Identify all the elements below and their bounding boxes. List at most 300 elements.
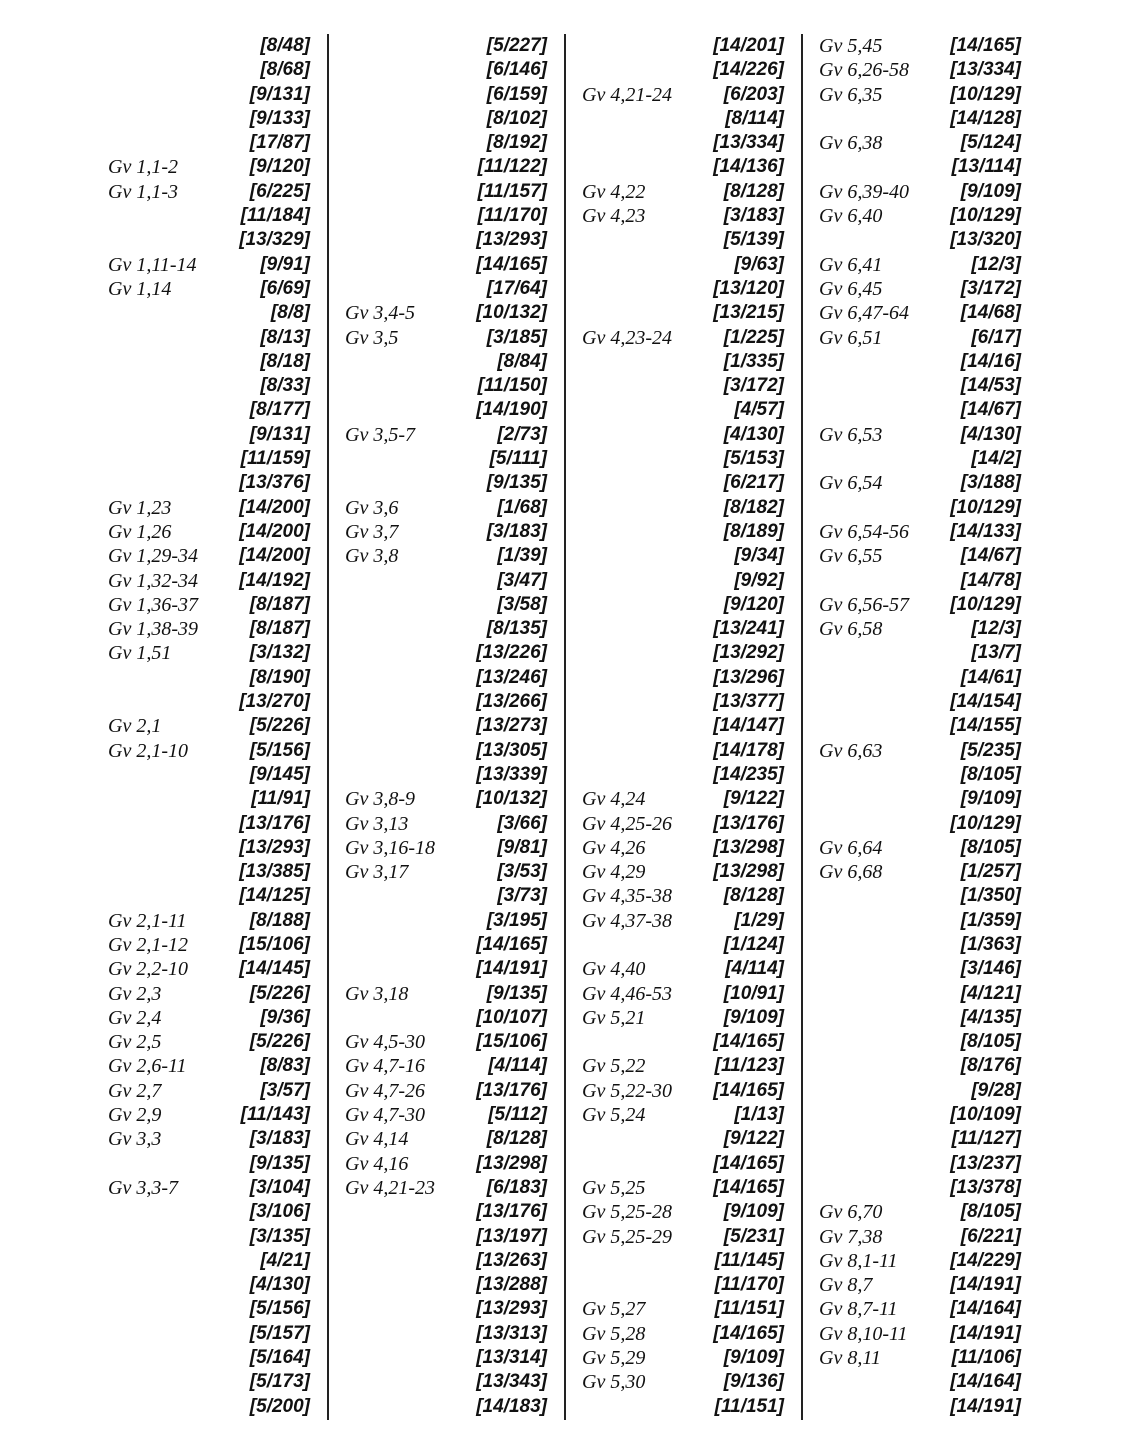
verse-reference: Gv 6,26-58	[819, 59, 909, 82]
index-entry	[811, 982, 1029, 1006]
index-entry	[811, 787, 1029, 811]
volume-page-reference: [10/129]	[950, 83, 1021, 105]
verse-reference: Gv 7,38	[819, 1225, 883, 1248]
index-entry	[811, 1225, 1029, 1249]
index-entry	[574, 1370, 792, 1394]
verse-reference: Gv 4,16	[345, 1152, 409, 1175]
index-entry	[811, 714, 1029, 738]
index-entry	[337, 1297, 555, 1321]
index-entry	[811, 1249, 1029, 1273]
index-entry	[100, 496, 318, 520]
volume-page-reference: [11/143]	[240, 1104, 310, 1126]
volume-page-reference: [3/183]	[723, 205, 784, 227]
verse-reference: Gv 6,64	[819, 836, 883, 859]
index-entry	[100, 763, 318, 787]
volume-page-reference: [1/225]	[723, 326, 784, 348]
volume-page-reference: [9/34]	[734, 545, 784, 567]
index-entry	[100, 326, 318, 350]
volume-page-reference: [14/164]	[950, 1371, 1021, 1393]
verse-reference: Gv 6,56-57	[819, 593, 909, 616]
index-entry	[337, 884, 555, 908]
index-entry	[100, 1030, 318, 1054]
volume-page-reference: [14/67]	[960, 545, 1021, 567]
index-entry	[574, 520, 792, 544]
index-entry	[811, 398, 1029, 422]
verse-reference: Gv 5,22-30	[582, 1079, 672, 1102]
volume-page-reference: [13/376]	[239, 472, 310, 494]
index-entry	[811, 1395, 1029, 1419]
index-entry	[337, 204, 555, 228]
volume-page-reference: [1/39]	[497, 545, 547, 567]
volume-page-reference: [14/125]	[239, 885, 310, 907]
verse-reference: Gv 1,11-14	[108, 253, 197, 276]
volume-page-reference: [14/145]	[239, 958, 310, 980]
volume-page-reference: [9/109]	[960, 788, 1021, 810]
volume-page-reference: [8/83]	[260, 1055, 310, 1077]
index-entry	[100, 1006, 318, 1030]
volume-page-reference: [3/146]	[960, 958, 1021, 980]
index-entry	[100, 860, 318, 884]
volume-page-reference: [10/129]	[950, 593, 1021, 615]
volume-page-reference: [5/173]	[249, 1371, 310, 1393]
verse-reference: Gv 4,46-53	[582, 982, 672, 1005]
volume-page-reference: [4/130]	[249, 1274, 310, 1296]
index-entry	[100, 1225, 318, 1249]
verse-reference: Gv 2,1	[108, 715, 162, 738]
index-entry	[811, 496, 1029, 520]
verse-reference: Gv 1,32-34	[108, 569, 198, 592]
volume-page-reference: [9/131]	[249, 83, 310, 105]
index-entry	[574, 398, 792, 422]
index-entry	[811, 1127, 1029, 1151]
verse-reference: Gv 4,21-23	[345, 1176, 435, 1199]
volume-page-reference: [10/129]	[950, 496, 1021, 518]
index-entry	[337, 34, 555, 58]
volume-page-reference: [8/182]	[723, 496, 784, 518]
verse-reference: Gv 3,8-9	[345, 788, 415, 811]
volume-page-reference: [14/192]	[239, 569, 310, 591]
volume-page-reference: [3/185]	[486, 326, 547, 348]
verse-reference: Gv 6,53	[819, 423, 883, 446]
index-entry	[811, 1152, 1029, 1176]
index-entry	[100, 836, 318, 860]
volume-page-reference: [9/122]	[723, 788, 784, 810]
volume-page-reference: [6/17]	[971, 326, 1021, 348]
index-entry	[811, 423, 1029, 447]
index-entry	[100, 34, 318, 58]
volume-page-reference: [10/129]	[950, 812, 1021, 834]
index-entry	[337, 520, 555, 544]
index-entry	[100, 1103, 318, 1127]
verse-reference: Gv 3,8	[345, 545, 399, 568]
index-entry	[337, 496, 555, 520]
index-entry	[337, 1127, 555, 1151]
verse-reference: Gv 4,23-24	[582, 326, 672, 349]
index-entry	[337, 277, 555, 301]
index-entry	[574, 1176, 792, 1200]
index-entry	[811, 957, 1029, 981]
volume-page-reference: [9/81]	[497, 836, 547, 858]
volume-page-reference: [15/106]	[239, 933, 310, 955]
verse-reference: Gv 6,40	[819, 205, 883, 228]
volume-page-reference: [5/153]	[723, 448, 784, 470]
index-entry	[811, 544, 1029, 568]
index-entry	[574, 1200, 792, 1224]
volume-page-reference: [9/135]	[249, 1152, 310, 1174]
volume-page-reference: [14/201]	[713, 35, 784, 56]
volume-page-reference: [5/156]	[249, 1298, 310, 1320]
index-entry	[337, 909, 555, 933]
volume-page-reference: [13/176]	[713, 812, 784, 834]
volume-page-reference: [13/339]	[476, 763, 547, 785]
verse-reference: Gv 2,1-12	[108, 933, 188, 956]
verse-reference: Gv 1,1-3	[108, 180, 178, 203]
volume-page-reference: [8/187]	[249, 593, 310, 615]
volume-page-reference: [1/335]	[723, 350, 784, 372]
index-entry	[337, 1006, 555, 1030]
index-entry	[574, 253, 792, 277]
volume-page-reference: [13/120]	[713, 277, 784, 299]
volume-page-reference: [9/133]	[249, 107, 310, 129]
volume-page-reference: [14/191]	[476, 958, 547, 980]
volume-page-reference: [8/105]	[960, 763, 1021, 785]
volume-page-reference: [8/105]	[960, 1201, 1021, 1223]
volume-page-reference: [14/191]	[950, 1322, 1021, 1344]
index-entry	[574, 666, 792, 690]
volume-page-reference: [3/47]	[497, 569, 547, 591]
volume-page-reference: [14/136]	[713, 156, 784, 178]
index-entry	[337, 131, 555, 155]
index-entry	[337, 180, 555, 204]
volume-page-reference: [9/109]	[723, 1347, 784, 1369]
index-entry	[811, 204, 1029, 228]
index-entry	[574, 787, 792, 811]
index-entry	[100, 58, 318, 82]
index-entry	[100, 1176, 318, 1200]
index-entry	[100, 957, 318, 981]
index-entry	[811, 520, 1029, 544]
index-entry	[574, 690, 792, 714]
index-entry	[337, 1346, 555, 1370]
verse-reference: Gv 5,30	[582, 1371, 646, 1394]
volume-page-reference: [11/122]	[477, 156, 547, 178]
verse-reference: Gv 4,5-30	[345, 1031, 425, 1054]
volume-page-reference: [14/191]	[950, 1395, 1021, 1417]
verse-reference: Gv 4,26	[582, 836, 646, 859]
index-entry	[811, 107, 1029, 131]
verse-reference: Gv 5,22	[582, 1055, 646, 1078]
index-entry	[811, 83, 1029, 107]
index-entry	[811, 1176, 1029, 1200]
volume-page-reference: [6/217]	[723, 472, 784, 494]
index-entry	[100, 1152, 318, 1176]
volume-page-reference: [13/226]	[476, 642, 547, 664]
volume-page-reference: [9/131]	[249, 423, 310, 445]
index-entry	[811, 34, 1029, 58]
verse-reference: Gv 2,2-10	[108, 958, 188, 981]
volume-page-reference: [10/91]	[723, 982, 784, 1004]
volume-page-reference: [5/111]	[489, 448, 547, 470]
volume-page-reference: [14/16]	[960, 350, 1021, 372]
index-entry	[574, 1273, 792, 1297]
index-entry	[574, 1249, 792, 1273]
volume-page-reference: [11/184]	[240, 205, 310, 227]
index-entry	[337, 933, 555, 957]
volume-page-reference: [14/200]	[239, 496, 310, 518]
volume-page-reference: [13/313]	[476, 1322, 547, 1344]
volume-page-reference: [8/187]	[249, 618, 310, 640]
volume-page-reference: [14/2]	[971, 448, 1021, 470]
volume-page-reference: [13/293]	[239, 836, 310, 858]
verse-reference: Gv 5,29	[582, 1347, 646, 1370]
verse-reference: Gv 4,24	[582, 788, 646, 811]
index-entry	[574, 884, 792, 908]
index-entry	[100, 423, 318, 447]
index-entry	[337, 350, 555, 374]
index-entry	[574, 471, 792, 495]
volume-page-reference: [14/165]	[476, 933, 547, 955]
volume-page-reference: [8/189]	[723, 520, 784, 542]
volume-page-reference: [14/67]	[960, 399, 1021, 421]
volume-page-reference: [14/128]	[950, 107, 1021, 129]
volume-page-reference: [3/57]	[260, 1079, 310, 1101]
index-entry	[811, 763, 1029, 787]
index-entry	[100, 1346, 318, 1370]
verse-reference: Gv 4,40	[582, 958, 646, 981]
volume-page-reference: [6/225]	[249, 180, 310, 202]
volume-page-reference: [8/105]	[960, 836, 1021, 858]
index-entry	[574, 1346, 792, 1370]
volume-page-reference: [13/293]	[476, 1298, 547, 1320]
verse-reference: Gv 8,11	[819, 1347, 881, 1370]
volume-page-reference: [1/257]	[960, 861, 1021, 883]
volume-page-reference: [14/78]	[960, 569, 1021, 591]
index-entry	[337, 107, 555, 131]
index-entry	[811, 253, 1029, 277]
verse-reference: Gv 1,36-37	[108, 593, 198, 616]
volume-page-reference: [8/128]	[486, 1128, 547, 1150]
index-entry	[574, 131, 792, 155]
index-entry	[811, 1297, 1029, 1321]
index-entry	[337, 1200, 555, 1224]
volume-page-reference: [9/92]	[734, 569, 784, 591]
index-entry	[337, 666, 555, 690]
verse-reference: Gv 1,51	[108, 642, 172, 665]
verse-reference: Gv 5,25-29	[582, 1225, 672, 1248]
index-entry	[100, 228, 318, 252]
index-entry	[574, 326, 792, 350]
index-entry	[100, 107, 318, 131]
volume-page-reference: [13/215]	[713, 302, 784, 324]
volume-page-reference: [5/124]	[960, 132, 1021, 154]
index-entry	[574, 1395, 792, 1419]
index-entry	[100, 471, 318, 495]
index-entry	[574, 641, 792, 665]
volume-page-reference: [6/221]	[960, 1225, 1021, 1247]
volume-page-reference: [3/58]	[497, 593, 547, 615]
volume-page-reference: [9/109]	[723, 1201, 784, 1223]
index-entry	[337, 423, 555, 447]
volume-page-reference: [9/135]	[486, 982, 547, 1004]
index-entry	[337, 83, 555, 107]
index-entry	[811, 1200, 1029, 1224]
index-entry	[574, 277, 792, 301]
index-entry	[100, 1079, 318, 1103]
index-entry	[811, 374, 1029, 398]
volume-page-reference: [4/114]	[488, 1055, 547, 1077]
verse-reference: Gv 4,7-30	[345, 1104, 425, 1127]
verse-reference: Gv 5,45	[819, 35, 883, 57]
verse-reference: Gv 3,4-5	[345, 302, 415, 325]
volume-page-reference: [14/226]	[713, 59, 784, 81]
index-entry	[811, 301, 1029, 325]
index-entry	[811, 1370, 1029, 1394]
volume-page-reference: [2/73]	[497, 423, 547, 445]
index-entry	[811, 1346, 1029, 1370]
volume-page-reference: [8/33]	[260, 375, 310, 397]
index-entry	[100, 277, 318, 301]
index-entry	[337, 1054, 555, 1078]
index-entry	[811, 131, 1029, 155]
index-entry	[100, 982, 318, 1006]
verse-reference: Gv 5,27	[582, 1298, 646, 1321]
volume-page-reference: [13/246]	[476, 666, 547, 688]
index-entry	[100, 350, 318, 374]
index-entry	[811, 1322, 1029, 1346]
volume-page-reference: [11/170]	[714, 1274, 784, 1296]
verse-reference: Gv 6,47-64	[819, 302, 909, 325]
volume-page-reference: [9/120]	[249, 156, 310, 178]
index-entry	[574, 812, 792, 836]
index-entry	[811, 58, 1029, 82]
index-entry	[100, 374, 318, 398]
index-entry	[574, 1322, 792, 1346]
index-entry	[811, 884, 1029, 908]
index-entry	[100, 83, 318, 107]
verse-reference: Gv 2,4	[108, 1006, 162, 1029]
volume-page-reference: [13/292]	[713, 642, 784, 664]
index-entry	[574, 1079, 792, 1103]
index-entry	[100, 641, 318, 665]
verse-reference: Gv 3,3	[108, 1128, 162, 1151]
index-entry	[337, 836, 555, 860]
verse-reference: Gv 6,35	[819, 83, 883, 106]
index-entry	[337, 860, 555, 884]
index-entry	[574, 957, 792, 981]
volume-page-reference: [8/102]	[486, 107, 547, 129]
index-entry	[100, 301, 318, 325]
index-entry	[811, 228, 1029, 252]
volume-page-reference: [10/132]	[476, 302, 547, 324]
index-entry	[811, 739, 1029, 763]
volume-page-reference: [13/293]	[476, 229, 547, 251]
volume-page-reference: [14/165]	[950, 35, 1021, 56]
volume-page-reference: [3/66]	[497, 812, 547, 834]
volume-page-reference: [4/121]	[960, 982, 1021, 1004]
verse-reference: Gv 1,14	[108, 277, 172, 300]
index-entry	[337, 641, 555, 665]
volume-page-reference: [9/109]	[723, 1006, 784, 1028]
index-entry	[574, 836, 792, 860]
volume-page-reference: [9/135]	[486, 472, 547, 494]
index-entry	[574, 107, 792, 131]
volume-page-reference: [4/130]	[723, 423, 784, 445]
index-entry	[337, 763, 555, 787]
verse-reference: Gv 4,35-38	[582, 885, 672, 908]
volume-page-reference: [13/263]	[476, 1249, 547, 1271]
index-entry	[100, 1054, 318, 1078]
volume-page-reference: [13/298]	[713, 861, 784, 883]
volume-page-reference: [5/157]	[249, 1322, 310, 1344]
index-entry	[337, 812, 555, 836]
volume-page-reference: [14/190]	[476, 399, 547, 421]
volume-page-reference: [8/128]	[723, 180, 784, 202]
index-entry	[337, 58, 555, 82]
volume-page-reference: [13/288]	[476, 1274, 547, 1296]
volume-page-reference: [9/28]	[971, 1079, 1021, 1101]
volume-page-reference: [8/135]	[486, 618, 547, 640]
volume-page-reference: [13/296]	[713, 666, 784, 688]
volume-page-reference: [8/128]	[723, 885, 784, 907]
index-entry	[811, 690, 1029, 714]
index-entry	[574, 1054, 792, 1078]
index-entry	[100, 617, 318, 641]
index-entry	[100, 544, 318, 568]
index-entry	[100, 1273, 318, 1297]
volume-page-reference: [3/104]	[249, 1176, 310, 1198]
volume-page-reference: [9/145]	[249, 763, 310, 785]
verse-reference: Gv 2,7	[108, 1079, 162, 1102]
volume-page-reference: [8/84]	[497, 350, 547, 372]
index-entry	[811, 447, 1029, 471]
volume-page-reference: [4/57]	[734, 399, 784, 421]
index-entry	[337, 155, 555, 179]
index-entry	[574, 350, 792, 374]
volume-page-reference: [13/378]	[950, 1176, 1021, 1198]
volume-page-reference: [14/154]	[950, 691, 1021, 713]
index-entry	[811, 836, 1029, 860]
volume-page-reference: [3/73]	[497, 885, 547, 907]
index-entry	[811, 277, 1029, 301]
verse-reference: Gv 2,9	[108, 1104, 162, 1127]
index-entry	[574, 1006, 792, 1030]
volume-page-reference: [10/132]	[476, 788, 547, 810]
volume-page-reference: [3/183]	[486, 520, 547, 542]
index-entry	[811, 1103, 1029, 1127]
volume-page-reference: [14/165]	[476, 253, 547, 275]
index-entry	[337, 1273, 555, 1297]
index-entry	[100, 520, 318, 544]
index-entry	[811, 1030, 1029, 1054]
verse-reference: Gv 6,51	[819, 326, 883, 349]
volume-page-reference: [13/237]	[950, 1152, 1021, 1174]
verse-reference: Gv 8,7	[819, 1274, 873, 1297]
volume-page-reference: [13/385]	[239, 861, 310, 883]
index-entry	[811, 860, 1029, 884]
volume-page-reference: [14/165]	[713, 1322, 784, 1344]
verse-reference: Gv 2,1-11	[108, 909, 187, 932]
index-entry	[574, 34, 792, 58]
index-entry	[574, 909, 792, 933]
volume-page-reference: [14/200]	[239, 545, 310, 567]
volume-page-reference: [6/183]	[486, 1176, 547, 1198]
volume-page-reference: [4/21]	[260, 1249, 310, 1271]
volume-page-reference: [4/135]	[960, 1006, 1021, 1028]
index-entry	[337, 398, 555, 422]
index-entry	[337, 471, 555, 495]
verse-reference: Gv 2,6-11	[108, 1055, 187, 1078]
index-entry	[100, 1395, 318, 1419]
